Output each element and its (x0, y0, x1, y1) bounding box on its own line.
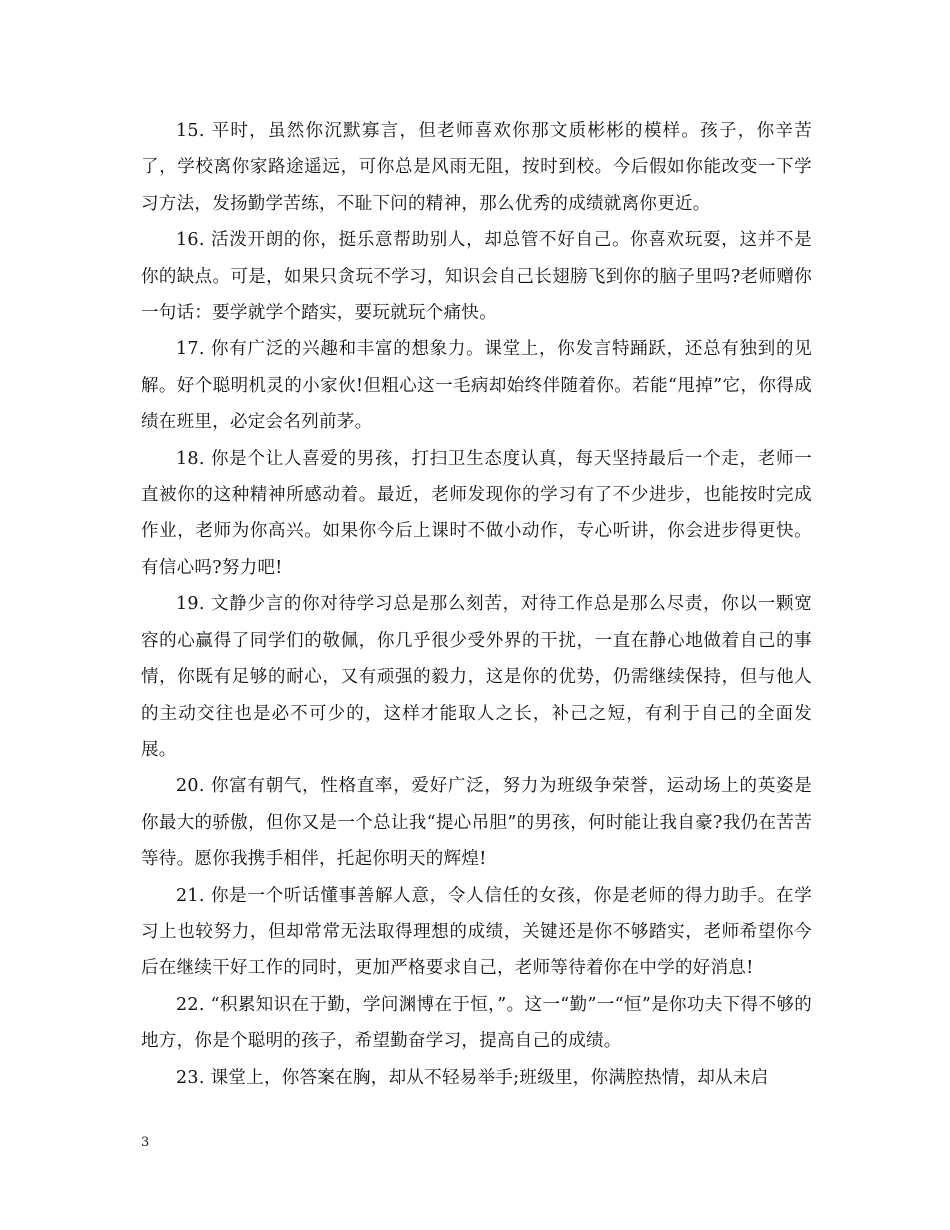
comment-paragraph-23: 23. 课堂上，你答案在胸，却从不轻易举手;班级里，你满腔热情，却从未启 (176, 1067, 769, 1088)
document-body (141, 113, 812, 1096)
comment-paragraph-18: 18. 你是个让人喜爱的男孩，打扫卫生态度认真，每天坚持最后一个走，老师一直被你的这种精神所感动着。最近，老师发现你的学习有了不少进步，也能按时完成作业，老师为你高兴。如果你今后上课时不做小动作，专心听讲，你会进步得更快。有信心吗?努力吧! (141, 448, 812, 578)
comment-paragraph-17: 17. 你有广泛的兴趣和丰富的想象力。课堂上，你发言特踊跃，还总有独到的见解。好个聪明机灵的小家伙!但粗心这一毛病却始终伴随着你。若能“甩掉”它，你得成绩在班里，必定会名列前茅。 (141, 339, 812, 433)
page-number: 3 (141, 1135, 150, 1150)
comment-paragraph-20: 20. 你富有朝气，性格直率，爱好广泛，努力为班级争荣誉，运动场上的英姿是你最大的骄傲，但你又是一个总让我“提心吊胆”的男孩，何时能让我自豪?我仍在苦苦等待。愿你我携手相伴，托起你明天的辉煌! (141, 776, 812, 870)
comment-paragraph-22: 22. “积累知识在于勤，学问渊博在于恒，”。这一“勤”一“恒”是你功夫下得不够的地方，你是个聪明的孩子，希望勤奋学习，提高自己的成绩。 (141, 994, 812, 1052)
comment-paragraph-16: 16. 活泼开朗的你，挺乐意帮助别人，却总管不好自己。你喜欢玩耍，这并不是你的缺点。可是，如果只贪玩不学习，知识会自己长翅膀飞到你的脑子里吗?老师赠你一句话：要学就学个踏实，要玩就玩个痛快。 (141, 230, 812, 324)
comment-paragraph-19: 19. 文静少言的你对待学习总是那么刻苦，对待工作总是那么尽责，你以一颗宽容的心赢得了同学们的敬佩，你几乎很少受外界的干扰，一直在静心地做着自己的事情，你既有足够的耐心，又有顽强的毅力，这是你的优势，仍需继续保持，但与他人的主动交往也是必不可少的，这样才能取人之长，补己之短，有利于自己的全面发展。 (141, 594, 812, 760)
comment-paragraph-21: 21. 你是一个听话懂事善解人意，令人信任的女孩，你是老师的得力助手。在学习上也较努力，但却常常无法取得理想的成绩，关键还是你不够踏实，老师希望你今后在继续干好工作的同时，更加严格要求自己，老师等待着你在中学的好消息! (141, 885, 812, 979)
comment-paragraph-15: 15. 平时，虽然你沉默寡言，但老师喜欢你那文质彬彬的模样。孩子，你辛苦了，学校离你家路途遥远，可你总是风雨无阻，按时到校。今后假如你能改变一下学习方法，发扬勤学苦练，不耻下问的精神，那么优秀的成绩就离你更近。 (141, 121, 812, 214)
